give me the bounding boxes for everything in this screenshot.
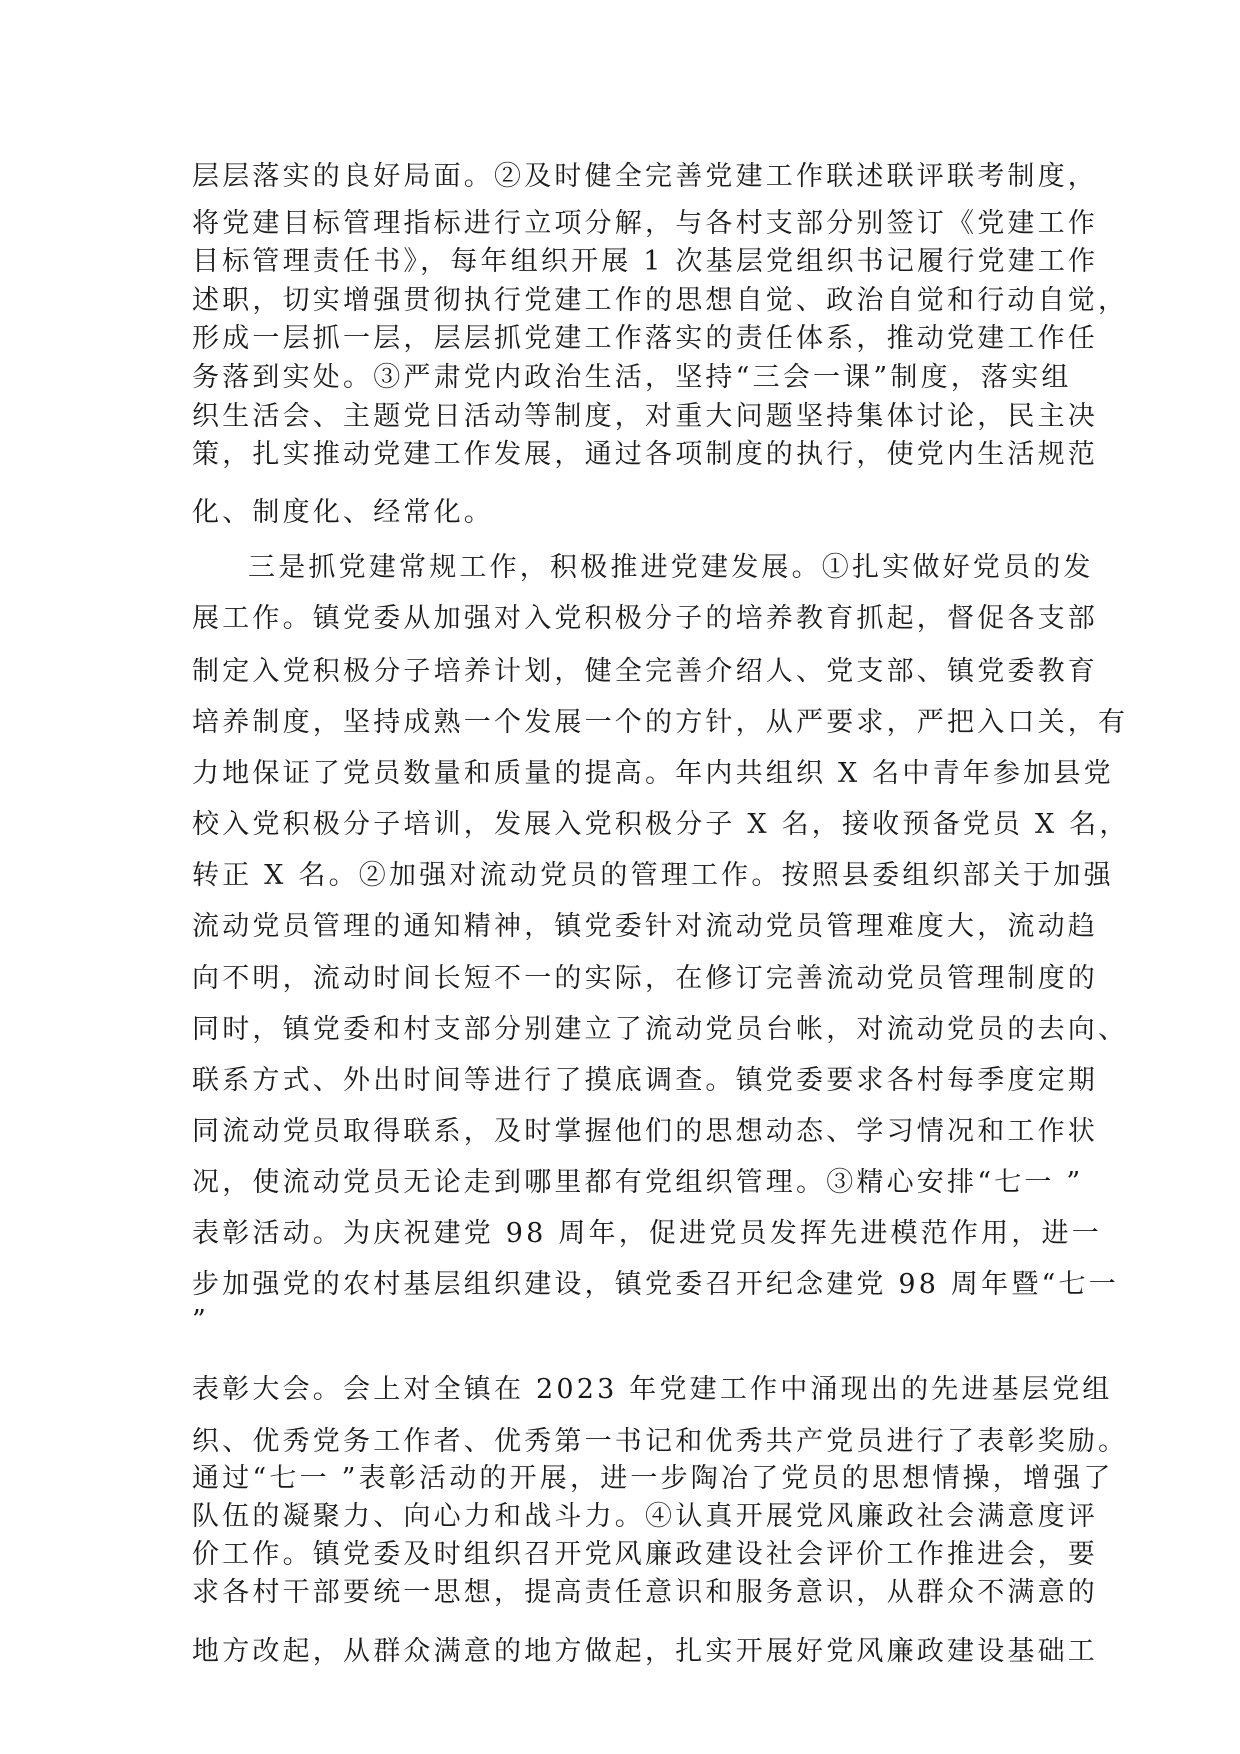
text-line: 力地保证了党员数量和质量的提高。年内共组织 X 名中青年参加县党 [192,758,1114,789]
text-line: 展工作。镇党委从加强对入党积极分子的培养教育抓起，督促各支部 [192,603,1098,634]
text-line: 将党建目标管理指标进行立项分解，与各村支部分别签订《党建工作 [192,208,1098,239]
text-line: 制定入党积极分子培养计划，健全完善介绍人、党支部、镇党委教育 [192,656,1098,687]
text-line: ” [192,1305,210,1336]
text-line: 价工作。镇党委及时组织召开党风廉政建设社会评价工作推进会，要 [192,1539,1098,1570]
text-line: 织、优秀党务工作者、优秀第一书记和优秀共产党员进行了表彰奖励。 [192,1426,1129,1457]
text-line: 地方改起，从群众满意的地方做起，扎实开展好党风廉政建设基础工 [192,1636,1098,1667]
text-line: 同流动党员取得联系，及时掌握他们的思想动态、学习情况和工作状 [192,1116,1098,1147]
text-line: 目标管理责任书》，每年组织开展 1 次基层党组织书记履行党建工作 [192,246,1099,277]
text-line: 向不明，流动时间长短不一的实际，在修订完善流动党员管理制度的 [192,963,1098,994]
text-line: 流动党员管理的通知精神，镇党委针对流动党员管理难度大，流动趋 [192,911,1098,942]
text-line: 织生活会、主题党日活动等制度，对重大问题坚持集体讨论，民主决 [192,401,1098,432]
text-line: 表彰大会。会上对全镇在 2023 年党建工作中涌现出的先进基层党组 [192,1374,1113,1405]
text-line: 转正 X 名。②加强对流动党员的管理工作。按照县委组织部关于加强 [192,860,1114,891]
text-line: 同时，镇党委和村支部分别建立了流动党员台帐，对流动党员的去向、 [192,1014,1129,1045]
paragraph-start-line: 三是抓党建常规工作，积极推进党建发展。①扎实做好党员的发 [248,552,1094,583]
text-line: 队伍的凝聚力、向心力和战斗力。④认真开展党风廉政社会满意度评 [192,1501,1098,1532]
text-line: 述职，切实增强贯彻执行党建工作的思想自觉、政治自觉和行动自觉， [192,285,1129,316]
text-line: 况，使流动党员无论走到哪里都有党组织管理。③精心安排“七一 ” [192,1167,1084,1198]
text-line: 化、制度化、经常化。 [192,497,494,528]
text-line: 步加强党的农村基层组织建设，镇党委召开纪念建党 98 周年暨“七一 [192,1269,1119,1300]
text-line: 表彰活动。为庆祝建党 98 周年，促进党员发挥先进模范作用，进一 [192,1218,1102,1249]
text-line: 务落到实处。③严肃党内政治生活，坚持“三会一课”制度，落实组 [192,362,1072,393]
text-line: 培养制度，坚持成熟一个发展一个的方针，从严要求，严把入口关，有 [192,707,1129,738]
text-line: 策，扎实推动党建工作发展，通过各项制度的执行，使党内生活规范 [192,439,1098,470]
text-line: 校入党积极分子培训，发展入党积极分子 X 名，接收预备党员 X 名， [192,809,1130,840]
text-line: 层层落实的良好局面。②及时健全完善党建工作联述联评联考制度， [192,161,1098,192]
text-line: 形成一层抓一层，层层抓党建工作落实的责任体系，推动党建工作任 [192,323,1098,354]
text-line: 联系方式、外出时间等进行了摸底调查。镇党委要求各村每季度定期 [192,1065,1098,1096]
text-line: 通过“七一 ”表彰活动的开展，进一步陶冶了党员的思想情操，增强了 [192,1463,1114,1494]
text-line: 求各村干部要统一思想，提高责任意识和服务意识，从群众不满意的 [192,1577,1098,1608]
